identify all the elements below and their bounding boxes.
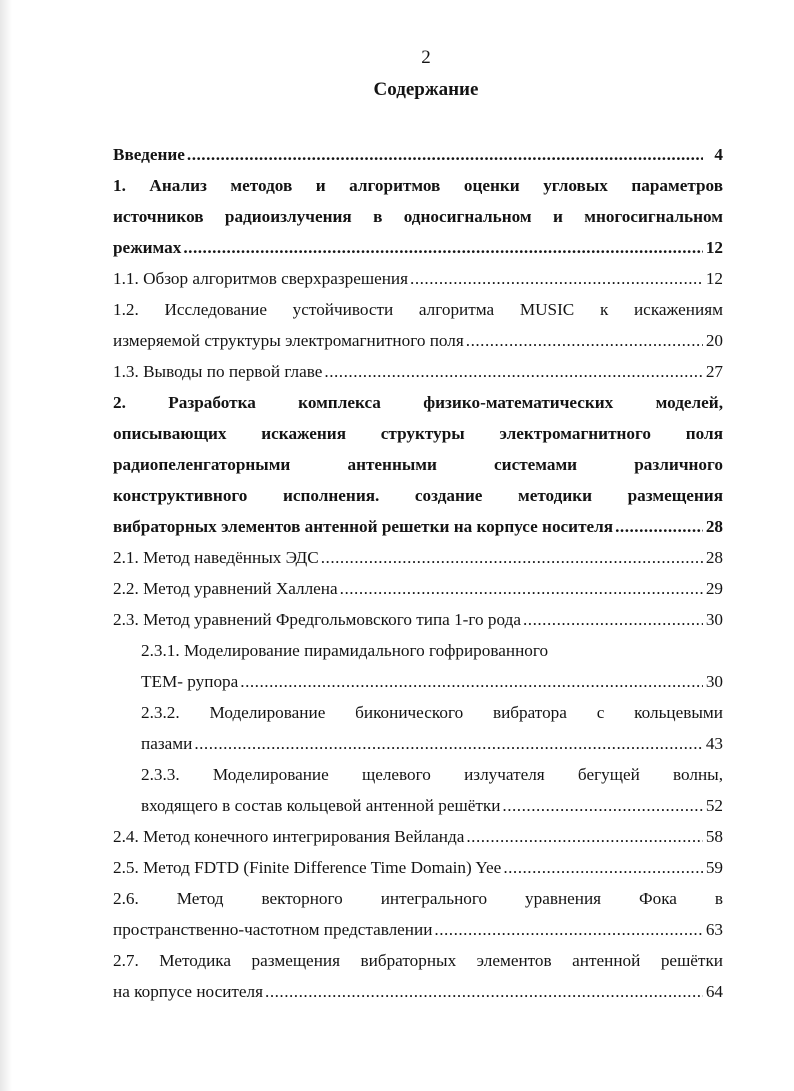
toc-entry[interactable] [113,821,723,852]
toc-entry[interactable] [113,573,723,604]
toc-entry[interactable] [113,356,723,387]
toc-entry-last-line [113,263,723,294]
toc-entry-last-line [113,232,723,263]
toc-entry-line: конструктивного исполнения. создание методики размещения [113,486,723,505]
toc-entry[interactable] [141,697,723,759]
toc-entry-page-number: 52 [705,796,723,815]
toc-entry-line: 1. Анализ методов и алгоритмов оценки угловых параметров [113,176,723,195]
toc-entry[interactable] [113,542,723,573]
toc-entry-line: 2.6. Метод векторного интегрального уравнения Фока в [113,889,723,908]
toc-entry-page-number: 63 [705,920,723,939]
toc-entry-title: 2.1. Метод наведённых ЭДС [113,548,319,567]
toc-entry-page-number: 4 [714,145,723,164]
toc-entry[interactable] [113,604,723,635]
toc-entry-line: 2.7. Методика размещения вибраторных элементов антенной решётки [113,951,723,970]
toc-entry-last-line [113,542,723,573]
toc-entry-last-line [113,852,723,883]
toc-entry-last-line [113,356,723,387]
toc-entry-page-number: 43 [705,734,723,753]
toc-entry-page-number: 27 [705,362,723,381]
toc-entry-last-line [113,139,723,170]
toc-entry-line: 2.3.3. Моделирование щелевого излучателя бегущей волны, [141,765,723,784]
page-number: 2 [421,47,431,68]
dot-leader [194,728,703,759]
toc-entry-title: пространственно-частотном представлении [113,920,433,939]
toc-entry-title: 2.5. Метод FDTD (Finite Difference Time Domain) Yee [113,858,502,877]
toc-entry-page-number: 28 [705,517,723,536]
scan-edge-shadow [0,0,12,1091]
dot-leader [523,604,703,635]
toc-entry[interactable] [113,387,723,542]
toc-entry-title: измеряемой структуры электромагнитного поля [113,331,464,350]
dot-leader [265,976,703,1007]
page-title: Содержание [373,79,479,100]
toc-entry-page-number: 30 [705,610,723,629]
dot-leader [340,573,703,604]
dot-leader [466,821,703,852]
toc-entry-title: режимах [113,238,182,257]
toc-entry[interactable] [113,883,723,945]
toc-entry-last-line [113,511,723,542]
toc-entry-title: 1.1. Обзор алгоритмов сверхразрешения [113,269,409,288]
toc-entry-last-line [141,728,723,759]
toc-entry-last-line [141,666,723,697]
toc-entry[interactable] [113,263,723,294]
toc-entry-page-number: 30 [705,672,723,691]
toc-entry[interactable] [141,759,723,821]
dot-leader [410,263,703,294]
toc-entry-title: 1.3. Выводы по первой главе [113,362,323,381]
dot-leader [502,790,703,821]
toc-entry-title: Введение [113,145,185,164]
toc-entry-line: описывающих искажения структуры электромагнитного поля [113,424,723,443]
toc-entry-page-number: 20 [705,331,723,350]
toc-entry[interactable] [113,139,723,170]
dot-leader [324,356,703,387]
toc-entry-page-number: 12 [705,269,723,288]
dot-leader [466,325,703,356]
dot-leader [187,139,703,170]
dot-leader [434,914,703,945]
toc-entry-line: радиопеленгаторными антенными системами различного [113,455,723,474]
dot-leader [321,542,703,573]
toc-entry[interactable] [113,852,723,883]
toc-entry-page-number: 29 [705,579,723,598]
dot-leader [503,852,703,883]
toc-entry-line: источников радиоизлучения в односигнальном и многосигнальном [113,207,723,226]
toc-entry-last-line [113,821,723,852]
toc-entry-last-line [141,790,723,821]
toc-entry-title: 2.2. Метод уравнений Халлена [113,579,338,598]
dot-leader [615,511,703,542]
toc-entry-title: ТЕМ- рупора [141,672,239,691]
toc-entry-title: пазами [141,734,193,753]
toc-entry-page-number: 28 [705,548,723,567]
toc-entry-line: 1.2. Исследование устойчивости алгоритма MUSIC к искажениям [113,300,723,319]
toc-entry-last-line [113,325,723,356]
toc-entry-title: на корпусе носителя [113,982,264,1001]
toc-entry-page-number: 12 [705,238,723,257]
toc-entry-title: вибраторных элементов антенной решетки на корпусе носителя [113,517,614,536]
toc-entry-last-line [113,573,723,604]
toc-entry-title: 2.4. Метод конечного интегрирования Вейланда [113,827,465,846]
toc-entry-last-line [113,914,723,945]
toc-entry-last-line [113,604,723,635]
toc-entry-title: 2.3. Метод уравнений Фредгольмовского типа 1-го рода [113,610,521,629]
toc-entry-page-number: 64 [705,982,723,1001]
toc-entry-line: 2. Разработка комплекса физико-математических моделей, [113,393,723,412]
dot-leader [240,666,703,697]
toc-entry-title: входящего в состав кольцевой антенной решётки [141,796,501,815]
toc-entry[interactable] [113,294,723,356]
toc-entry-page-number: 58 [705,827,723,846]
dot-leader [183,232,703,263]
toc-entry-line: 2.3.2. Моделирование биконического вибратора с кольцевыми [141,703,723,722]
toc-entry-page-number: 59 [705,858,723,877]
toc-entry-line: 2.3.1. Моделирование пирамидального гофрированного [141,641,549,660]
table-of-contents [113,139,723,1007]
toc-entry[interactable] [141,635,723,697]
toc-entry[interactable] [113,170,723,263]
toc-entry[interactable] [113,945,723,1007]
toc-entry-last-line [113,976,723,1007]
